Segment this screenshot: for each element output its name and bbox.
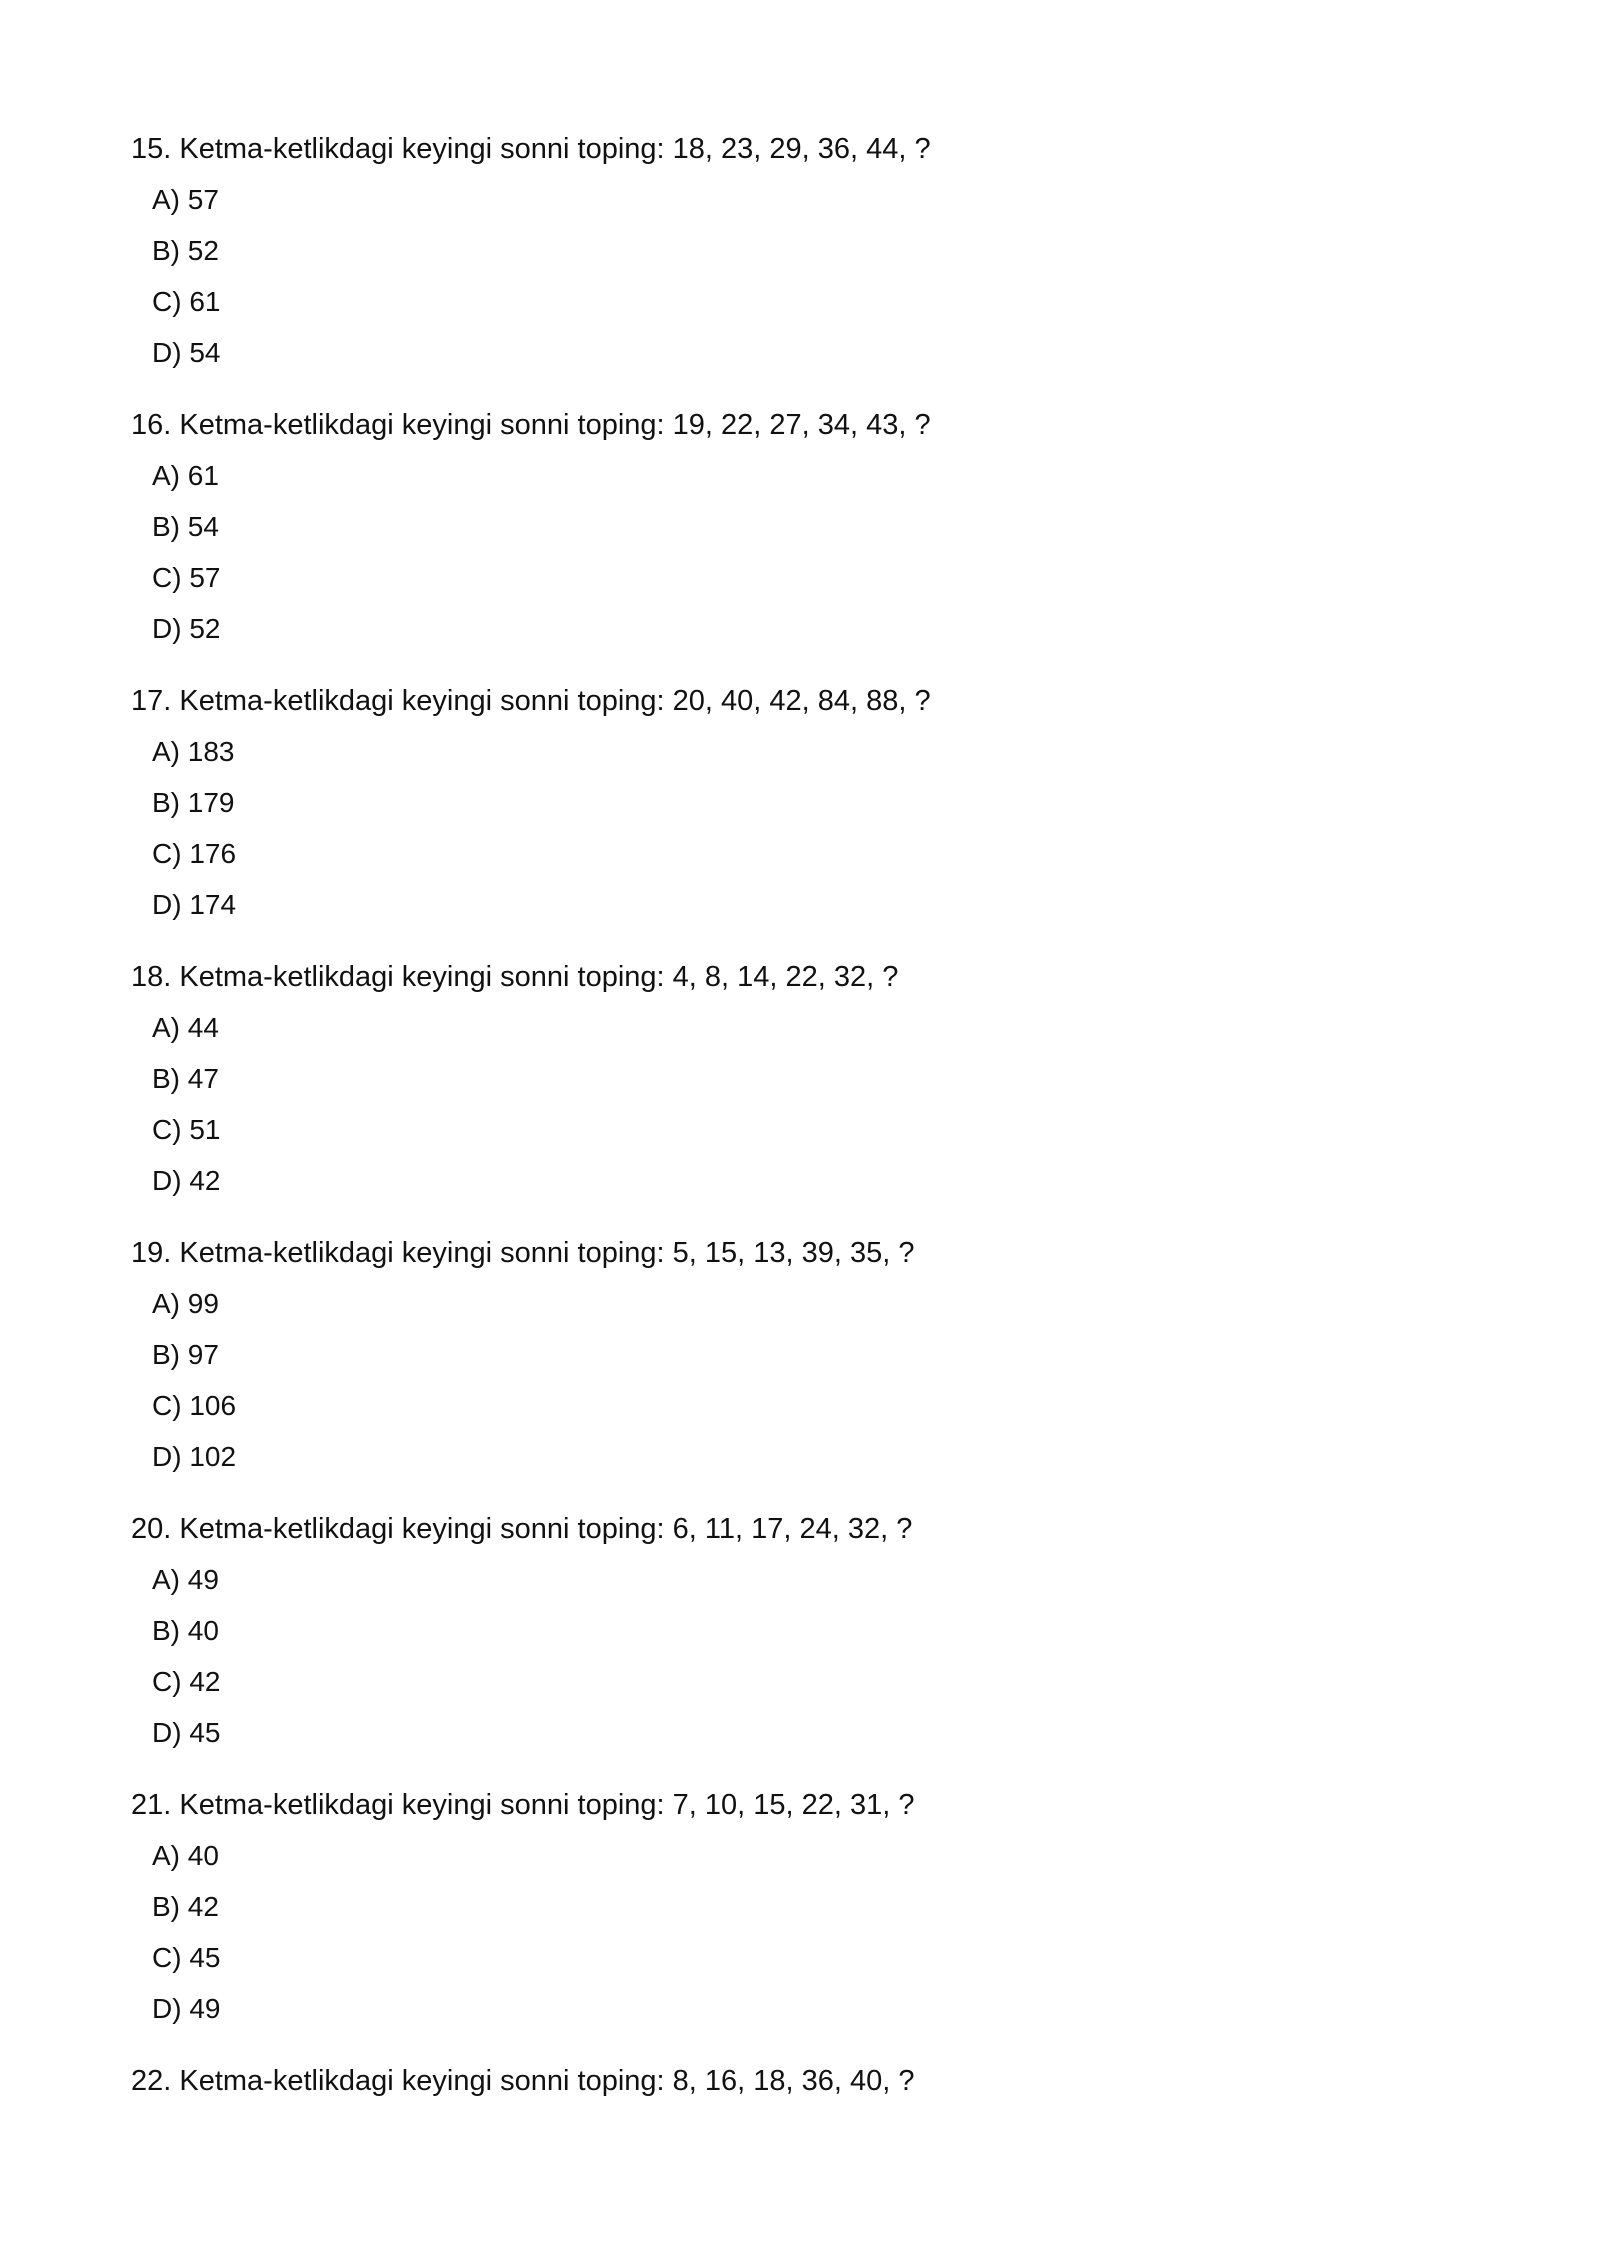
option-b: B) 40 — [152, 1615, 219, 1646]
option-d: D) 52 — [152, 613, 221, 644]
question-22 — [131, 2064, 1511, 2098]
option-b: B) 52 — [152, 235, 219, 266]
option-a: A) 99 — [152, 1288, 219, 1319]
question-text: 17. Ketma-ketlikdagi keyingi sonni toping: 20, 40, 42, 84, 88, ? — [131, 685, 931, 717]
question-17 — [131, 684, 1511, 922]
option-c: C) 51 — [152, 1114, 221, 1145]
option-b: B) 97 — [152, 1339, 219, 1370]
question-text: 18. Ketma-ketlikdagi keyingi sonni toping: 4, 8, 14, 22, 32, ? — [131, 961, 899, 993]
question-18 — [131, 960, 1511, 1198]
question-text: 19. Ketma-ketlikdagi keyingi sonni toping: 5, 15, 13, 39, 35, ? — [131, 1237, 915, 1269]
option-b: B) 42 — [152, 1891, 219, 1922]
option-d: D) 174 — [152, 889, 237, 920]
option-b: B) 54 — [152, 511, 219, 542]
option-d: D) 42 — [152, 1165, 221, 1196]
question-text: 20. Ketma-ketlikdagi keyingi sonni toping: 6, 11, 17, 24, 32, ? — [131, 1513, 913, 1545]
question-text: 15. Ketma-ketlikdagi keyingi sonni toping: 18, 23, 29, 36, 44, ? — [131, 133, 931, 165]
question-19 — [131, 1236, 1511, 1474]
option-c: C) 42 — [152, 1666, 221, 1697]
option-a: A) 61 — [152, 460, 219, 491]
option-c: C) 61 — [152, 286, 221, 317]
option-a: A) 183 — [152, 736, 235, 767]
option-b: B) 179 — [152, 787, 235, 818]
option-d: D) 49 — [152, 1993, 221, 2024]
question-21 — [131, 1788, 1511, 2026]
option-b: B) 47 — [152, 1063, 219, 1094]
question-16 — [131, 408, 1511, 646]
question-text: 16. Ketma-ketlikdagi keyingi sonni toping: 19, 22, 27, 34, 43, ? — [131, 409, 931, 441]
option-d: D) 45 — [152, 1717, 221, 1748]
option-c: C) 45 — [152, 1942, 221, 1973]
option-a: A) 40 — [152, 1840, 219, 1871]
option-d: D) 54 — [152, 337, 221, 368]
question-text: 22. Ketma-ketlikdagi keyingi sonni toping: 8, 16, 18, 36, 40, ? — [131, 2065, 915, 2097]
option-c: C) 106 — [152, 1390, 237, 1421]
option-c: C) 176 — [152, 838, 237, 869]
option-a: A) 44 — [152, 1012, 219, 1043]
option-a: A) 57 — [152, 184, 219, 215]
question-text: 21. Ketma-ketlikdagi keyingi sonni toping: 7, 10, 15, 22, 31, ? — [131, 1789, 915, 1821]
option-a: A) 49 — [152, 1564, 219, 1595]
option-c: C) 57 — [152, 562, 221, 593]
question-15 — [131, 132, 1511, 370]
question-20 — [131, 1512, 1511, 1750]
option-d: D) 102 — [152, 1441, 237, 1472]
